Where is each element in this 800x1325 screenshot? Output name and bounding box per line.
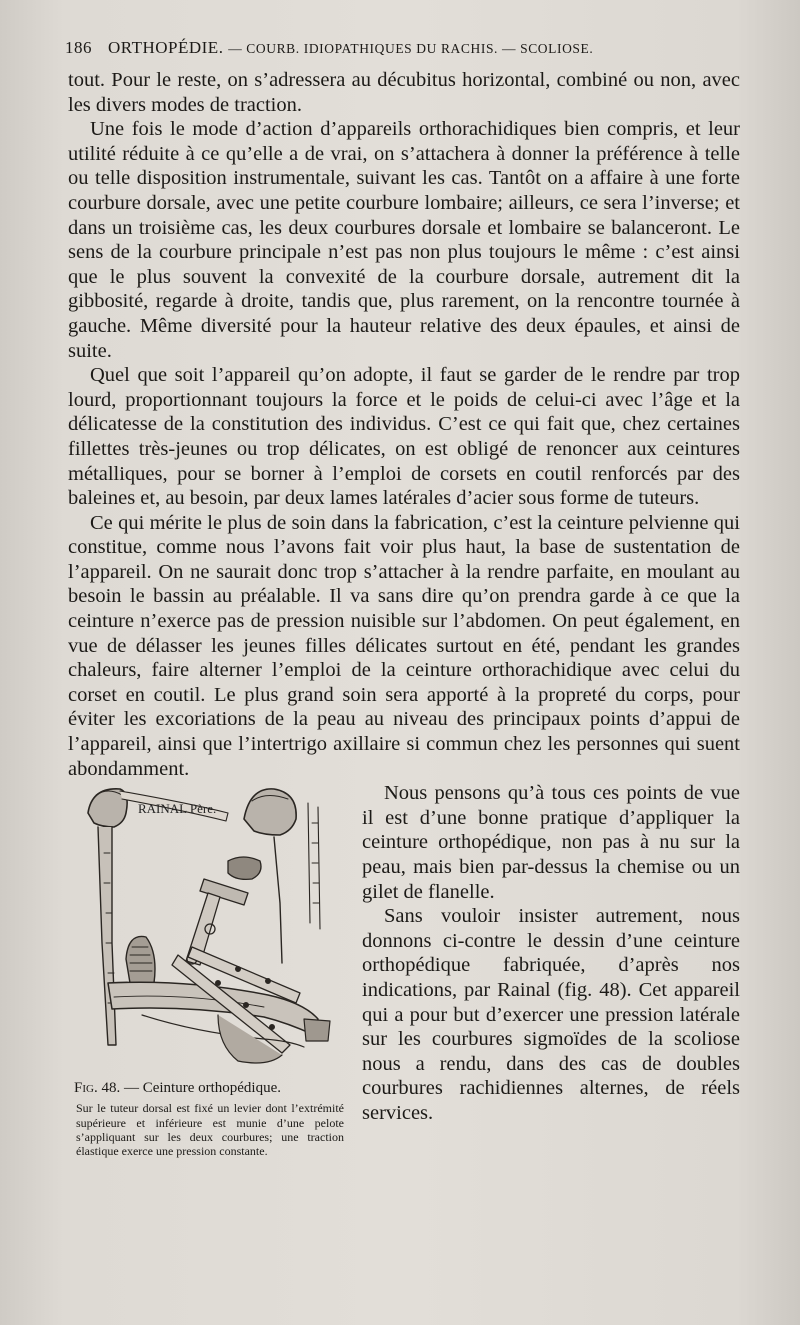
page-body [68, 68, 740, 1215]
running-title: ORTHOPÉDIE. [108, 38, 224, 57]
paragraph-5: Nous pensons qu’à tous ces points de vue il est d’une bonne pratique d’appliquer la ceinture orthopédique, non pas à nu sur la peau, mais bien par-dessus la chemise ou un gilet de flanelle. [362, 782, 740, 903]
figure-48 [68, 783, 352, 1215]
paragraph-4 [68, 511, 740, 782]
figure-legend: Sur le tuteur dorsal est fixé un levier dont l’extrémité supérieure et inférieure est munie d’une pelote s’appliquant sur les deux courbures; une traction élastique exerce une pression constante. [76, 1101, 344, 1159]
running-subtitle: — COURB. IDIOPATHIQUES DU RACHIS. — SCOLIOSE. [228, 41, 594, 56]
paragraph-2: Une fois le mode d’action d’appareils orthorachidiques bien compris, et leur utilité réduite à ce qu’elle a de vrai, on s’attachera à donner la préférence à telle ou telle disposition instrumentale, suivant les cas. Tantôt on a affaire à une forte courbure dorsale, avec une petite courbure lombaire; ailleurs, ce sera l’inverse; et dans un troisième cas, les deux courbures dorsale et lombaire se balanceront. Le sens de la courbure principale n’est pas non plus toujours le même : c’est ainsi que le plus souvent la convexité de la courbure dorsale, autrement dit la gibbosité, regarde à droite, tandis que, plus rarement, on la rencontre tournée à gauche. Même diversité pour la hauteur relative des deux épaules, et ainsi de suite. [68, 118, 740, 362]
page-number: 186 [65, 38, 92, 57]
orthopedic-belt-illustration [68, 783, 352, 1078]
figure-number: Fig. 48. [74, 1080, 121, 1097]
figure-caption [74, 1079, 352, 1097]
paragraph-1: tout. Pour le reste, on s’adressera au décubitus horizontal, combiné ou non, avec les divers modes de traction. [68, 69, 740, 116]
figure-title: — Ceinture orthopédique. [123, 1080, 281, 1097]
engraver-signature: RAINAL Père. [138, 801, 217, 817]
running-header [65, 38, 745, 58]
paragraph-3: Quel que soit l’appareil qu’on adopte, il faut se garder de le rendre par trop lourd, proportionnant toujours la force et le poids de celui-ci avec l’âge et la délicatesse de la constitution des individus. C’est ce qui fait que, chez certaines fillettes très-jeunes ou trop délicates, on est obligé de renoncer aux ceintures métalliques, pour se borner à l’emploi de corsets en coutil renforcés par des baleines et, au besoin, par deux lames latérales d’acier sous forme de tuteurs. [68, 364, 740, 510]
paragraph-6: Sans vouloir insister autrement, nous donnons ci-contre le dessin d’une ceinture orthopédique fabriquée, d’après nos indications, par Rainal (fig. 48). Cet appareil qui a pour but d’exercer une pression latérale sur les courbures sigmoïdes de la scoliose nous a rendu, dans des cas de doubles courbures rachidiennes alternes, de réels services. [362, 905, 740, 1124]
paragraph-4-text: Ce qui mérite le plus de soin dans la fabrication, c’est la ceinture pelvienne qui constitue, comme nous l’avons fait voir plus haut, la base de sustentation de l’appareil. On ne saurait donc trop s’attacher à la rendre parfaite, en moulant au besoin le bassin au préalable. Il va sans dire qu’on prendra garde à ce que la ceinture n’exerce pas de pression nuisible sur l’abdomen. On peut également, en vue de délasser les jeunes filles délicates surtout en été, pendant les grandes chaleurs, faire alterner l’emploi de la ceinture orthorachidique avec celui du corset en coutil. Le plus grand soin sera apporté à la propreté du corps, pour éviter les excoriations de la peau au niveau des principaux points d’appui de l’appareil, ainsi que l’intertrigo axillaire si commun chez les personnes qui suent abondamment. [68, 511, 740, 780]
